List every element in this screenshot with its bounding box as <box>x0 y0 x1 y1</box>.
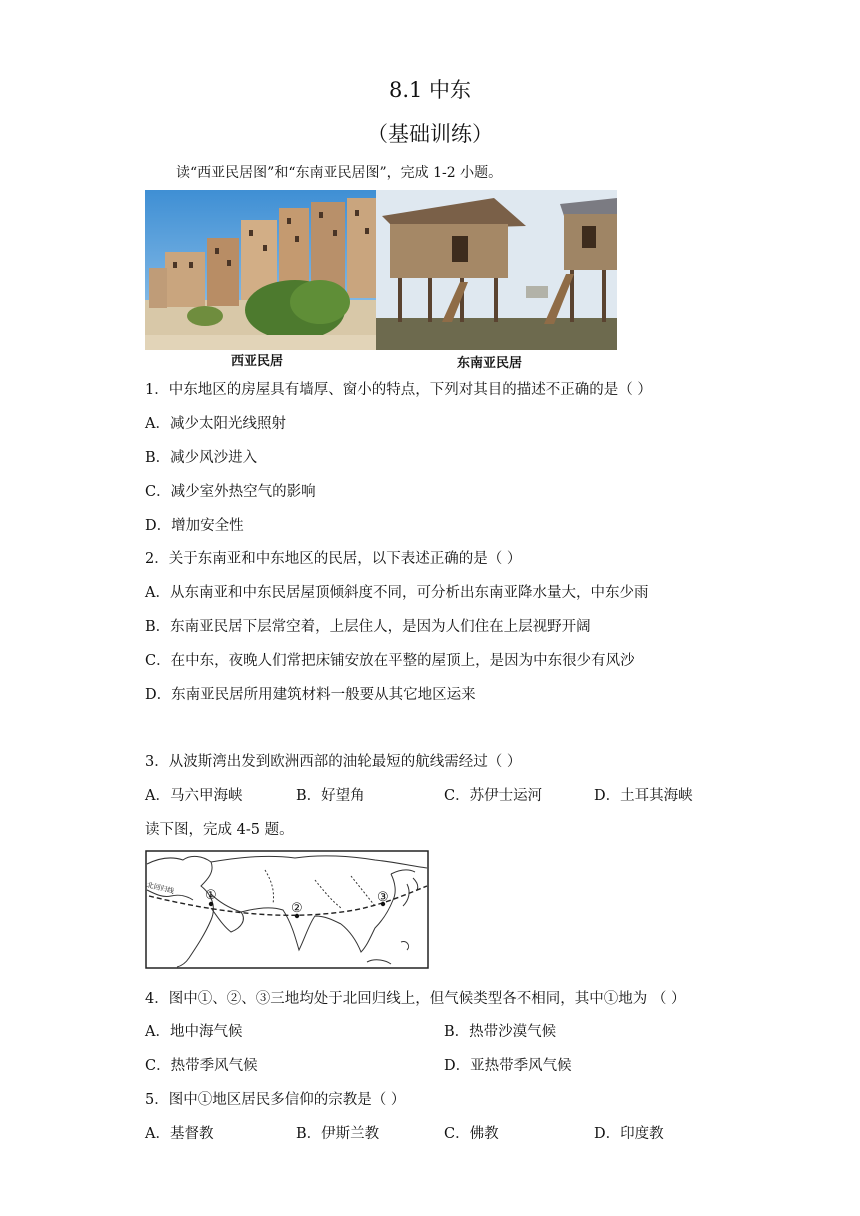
q2-option-a: A．从东南亚和中东民居屋顶倾斜度不同，可分析出东南亚降水量大，中东少雨 <box>145 585 649 601</box>
q4-option-d: D．亚热带季风气候 <box>444 1058 572 1074</box>
q1-option-d: D．增加安全性 <box>145 518 244 534</box>
q2-option-b: B．东南亚民居下层常空着，上层住人，是因为人们住在上层视野开阔 <box>145 619 591 635</box>
q1-option-c: C．减少室外热空气的影响 <box>145 484 316 500</box>
question-5: 5．图中①地区居民多信仰的宗教是（ ） <box>145 1092 406 1108</box>
page-subtitle: （基础训练） <box>367 122 493 146</box>
tropic-map-figure <box>145 850 429 970</box>
west-asia-caption: 西亚民居 <box>231 354 284 369</box>
west-asia-dwelling-photo <box>145 190 376 350</box>
q5-option-d: D．印度教 <box>594 1126 664 1142</box>
dwellings-figure <box>145 190 617 370</box>
question-4: 4．图中①、②、③三地均处于北回归线上，但气候类型各不相同，其中①地为 （ ） <box>145 991 686 1007</box>
southeast-asia-dwelling-photo <box>376 190 617 350</box>
tropic-line-label: 北回归线 <box>145 880 175 896</box>
q3-option-d: D．土耳其海峡 <box>594 788 693 804</box>
q4-option-a: A．地中海气候 <box>145 1024 243 1040</box>
q1-option-a: A．减少太阳光线照射 <box>145 416 286 432</box>
q5-option-a: A．基督教 <box>145 1126 214 1142</box>
q1-option-b: B．减少风沙进入 <box>145 450 258 466</box>
page-title: 8.1 中东 <box>388 78 472 102</box>
map-marker-1: ① <box>205 888 217 903</box>
q3-option-b: B．好望角 <box>296 788 365 804</box>
question-3: 3．从波斯湾出发到欧洲西部的油轮最短的航线需经过（ ） <box>145 754 522 770</box>
q3-option-c: C．苏伊士运河 <box>444 788 543 804</box>
q2-option-d: D．东南亚民居所用建筑材料一般要从其它地区运来 <box>145 687 476 703</box>
q4-option-b: B．热带沙漠气候 <box>444 1024 557 1040</box>
intro-4-5: 读下图，完成 4-5 题。 <box>145 822 294 838</box>
map-marker-2: ② <box>291 901 303 916</box>
question-1: 1．中东地区的房屋具有墙厚、窗小的特点，下列对其目的描述不正确的是（ ） <box>145 382 652 398</box>
q4-option-c: C．热带季风气候 <box>145 1058 258 1074</box>
q3-option-a: A．马六甲海峡 <box>145 788 243 804</box>
q2-option-c: C．在中东，夜晚人们常把床铺安放在平整的屋顶上，是因为中东很少有风沙 <box>145 653 635 669</box>
intro-1-2: 读“西亚民居图”和“东南亚民居图”，完成 1-2 小题。 <box>176 165 503 181</box>
question-2: 2．关于东南亚和中东地区的民居，以下表述正确的是（ ） <box>145 551 522 567</box>
q5-option-c: C．佛教 <box>444 1126 499 1142</box>
q5-option-b: B．伊斯兰教 <box>296 1126 380 1142</box>
map-marker-3: ③ <box>377 890 389 905</box>
southeast-asia-caption: 东南亚民居 <box>457 356 523 371</box>
